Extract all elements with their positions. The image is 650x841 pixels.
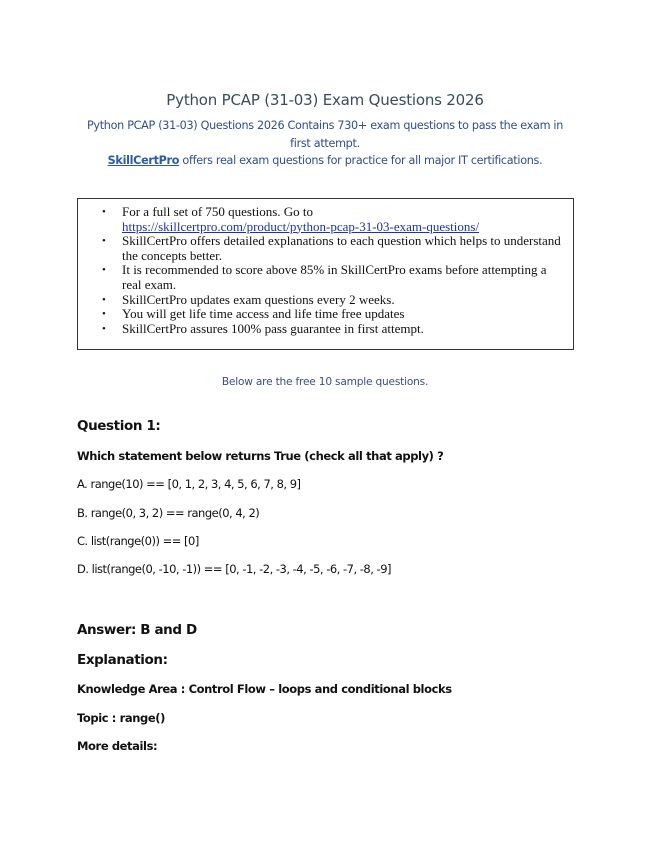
topic: Topic : range() [77, 711, 165, 725]
info-list [102, 205, 567, 336]
info-box [77, 198, 574, 350]
more-details: More details: [77, 739, 158, 753]
info-item: • SkillCertPro updates exam questions every 2 weeks. [102, 291, 395, 307]
info-item: • SkillCertPro offers detailed explanations to each question which helps to understand the concepts better. [102, 233, 561, 263]
offer-line [0, 154, 650, 167]
info-item: • For a full set of 750 questions. Go to https://skillcertpro.com/product/python-pcap-31-03-exam-questions/ [102, 204, 480, 234]
bullet-icon: • [102, 293, 106, 306]
bullet-icon: • [102, 322, 106, 335]
bullet-icon: • [102, 235, 106, 248]
product-url-link[interactable]: https://skillcertpro.com/product/python-pcap-31-03-exam-questions/ [122, 218, 480, 234]
bullet-icon: • [102, 308, 106, 321]
page-subtitle: Python PCAP (31-03) Questions 2026 Contains 730+ exam questions to pass the exam in first attempt. [86, 119, 564, 150]
bullet-icon: • [102, 264, 106, 277]
option-d: D. list(range(0, -10, -1)) == [0, -1, -2, -3, -4, -5, -6, -7, -8, -9] [77, 562, 391, 576]
info-item: • It is recommended to score above 85% in SkillCertPro exams before attempting a real exam. [102, 262, 547, 292]
question-text: Which statement below returns True (check all that apply) ? [77, 449, 444, 463]
info-item: • You will get life time access and life time free updates [102, 306, 405, 322]
skillcertpro-link[interactable]: SkillCertPro [107, 154, 180, 167]
bullet-icon: • [102, 206, 106, 218]
option-b: B. range(0, 3, 2) == range(0, 4, 2) [77, 506, 260, 520]
knowledge-area: Knowledge Area : Control Flow – loops and conditional blocks [77, 682, 452, 696]
page-title: Python PCAP (31-03) Exam Questions 2026 [166, 91, 484, 109]
answer: Answer: B and D [77, 622, 197, 638]
option-a: A. range(10) == [0, 1, 2, 3, 4, 5, 6, 7, 8, 9] [77, 477, 301, 491]
option-c: C. list(range(0)) == [0] [77, 534, 199, 548]
intro-text: Below are the free 10 sample questions. [221, 376, 429, 388]
explanation-label: Explanation: [77, 652, 168, 668]
info-item: • SkillCertPro assures 100% pass guarantee in first attempt. [102, 320, 424, 336]
question-title: Question 1: [77, 418, 161, 434]
offer-text: offers real exam questions for practice for all major IT certifications. [179, 154, 543, 167]
